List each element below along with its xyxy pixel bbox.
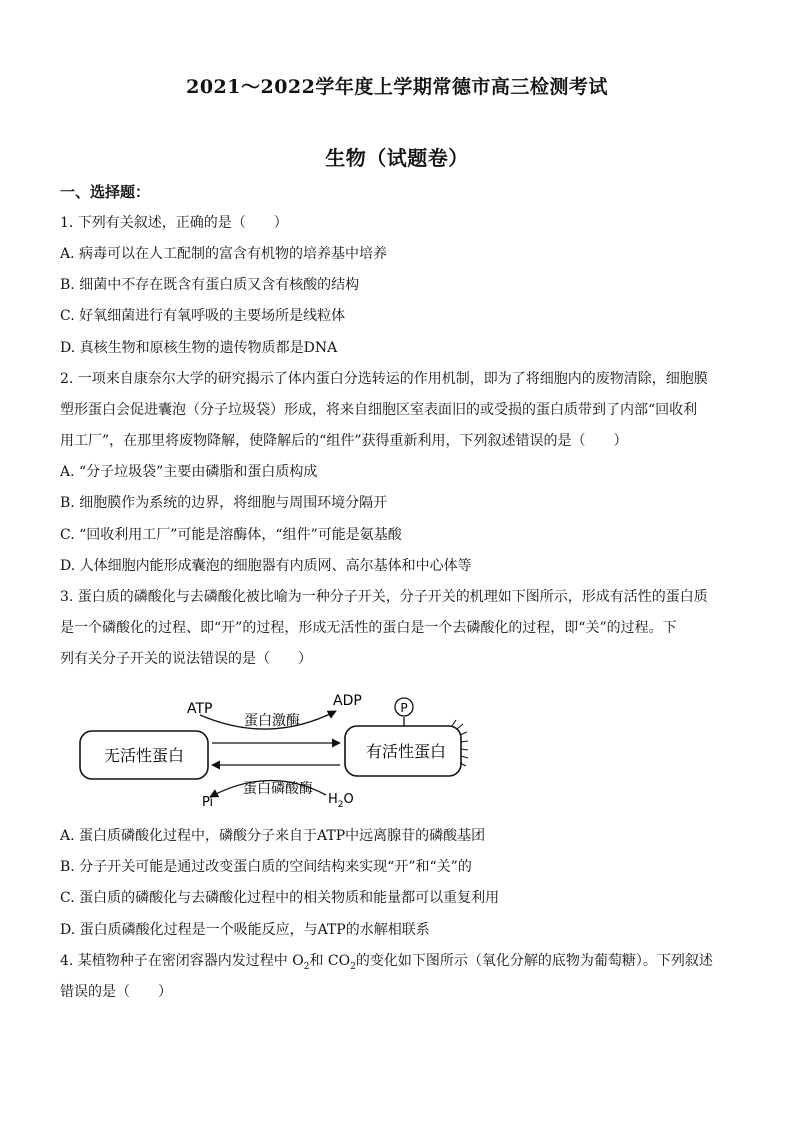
question-2-stem-line-1: 2. 一项来自康奈尔大学的研究揭示了体内蛋白分选转运的作用机制，即为了将细胞内的废物清除，细胞膜	[60, 371, 708, 387]
question-3-option-a: A. 蛋白质磷酸化过程中，磷酸分子来自于ATP中远离腺苷的磷酸基团	[60, 828, 486, 844]
question-1-stem: 1. 下列有关叙述，正确的是（ ）	[60, 215, 288, 231]
phosphate-label: P	[400, 701, 408, 715]
question-2-option-c: C. “回收利用工厂”可能是溶酶体，“组件”可能是氨基酸	[60, 527, 402, 543]
question-2-stem-line-2: 塑形蛋白会促进囊泡（分子垃圾袋）形成，将来自细胞区室表面旧的或受损的蛋白质带到了内部“回收利	[60, 402, 698, 418]
pi-label: Pi	[202, 795, 214, 810]
section-heading: 一、选择题：	[60, 183, 151, 201]
exam-title: 2021～2022学年度上学期常德市高三检测考试	[186, 76, 608, 98]
inactive-protein-label: 无活性蛋白	[103, 746, 185, 765]
question-1-option-a: A. 病毒可以在人工配制的富含有机物的培养基中培养	[60, 246, 388, 262]
question-3-option-c: C. 蛋白质的磷酸化与去磷酸化过程中的相关物质和能量都可以重复利用	[60, 890, 500, 906]
question-2-option-a: A. “分子垃圾袋”主要由磷脂和蛋白质构成	[60, 464, 318, 480]
atp-label: ATP	[187, 701, 213, 717]
question-1-option-b: B. 细菌中不存在既含有蛋白质又含有核酸的结构	[60, 277, 360, 293]
adp-label: ADP	[333, 693, 362, 709]
question-1-option-c: C. 好氧细菌进行有氧呼吸的主要场所是线粒体	[60, 308, 346, 324]
question-4-stem-line-1: 4. 某植物种子在密闭容器内发过程中 $O_2$和 $CO_2$的变化如下图所示（氧化分解的底物为葡萄糖）。下列叙述	[60, 953, 713, 972]
question-2-option-d: D. 人体细胞内能形成囊泡的细胞器有内质网、高尔基体和中心体等	[60, 558, 472, 574]
question-3-option-d: D. 蛋白质磷酸化过程是一个吸能反应，与ATP的水解相联系	[60, 922, 430, 938]
active-protein-label: 有活性蛋白	[365, 742, 447, 761]
question-3-stem-line-2: 是一个磷酸化的过程、即“开”的过程，形成无活性的蛋白是一个去磷酸化的过程，即“关”的过程。下	[60, 620, 677, 636]
water-label: $H_2O$	[328, 792, 354, 810]
molecular-switch-diagram	[60, 685, 500, 815]
question-2-option-b: B. 细胞膜作为系统的边界，将细胞与周围环境分隔开	[60, 495, 388, 511]
question-1-option-d: D. 真核生物和原核生物的遗传物质都是DNA	[60, 340, 338, 356]
exam-subtitle: 生物（试题卷）	[325, 146, 469, 170]
question-4-stem-line-2: 错误的是（ ）	[60, 984, 172, 1000]
question-3-stem-line-1: 3. 蛋白质的磷酸化与去磷酸化被比喻为一种分子开关，分子开关的机理如下图所示，形成有活性的蛋白质	[60, 589, 708, 605]
question-3-stem-line-3: 列有关分子开关的说法错误的是（ ）	[60, 651, 312, 667]
question-2-stem-line-3: 用工厂”，在那里将废物降解，使降解后的“组件”获得重新利用，下列叙述错误的是（ ）	[60, 433, 628, 449]
question-3-option-b: B. 分子开关可能是通过改变蛋白质的空间结构来实现“开”和“关”的	[60, 859, 472, 875]
kinase-label: 蛋白激酶	[244, 713, 300, 729]
phosphatase-label: 蛋白磷酸酶	[243, 781, 313, 797]
